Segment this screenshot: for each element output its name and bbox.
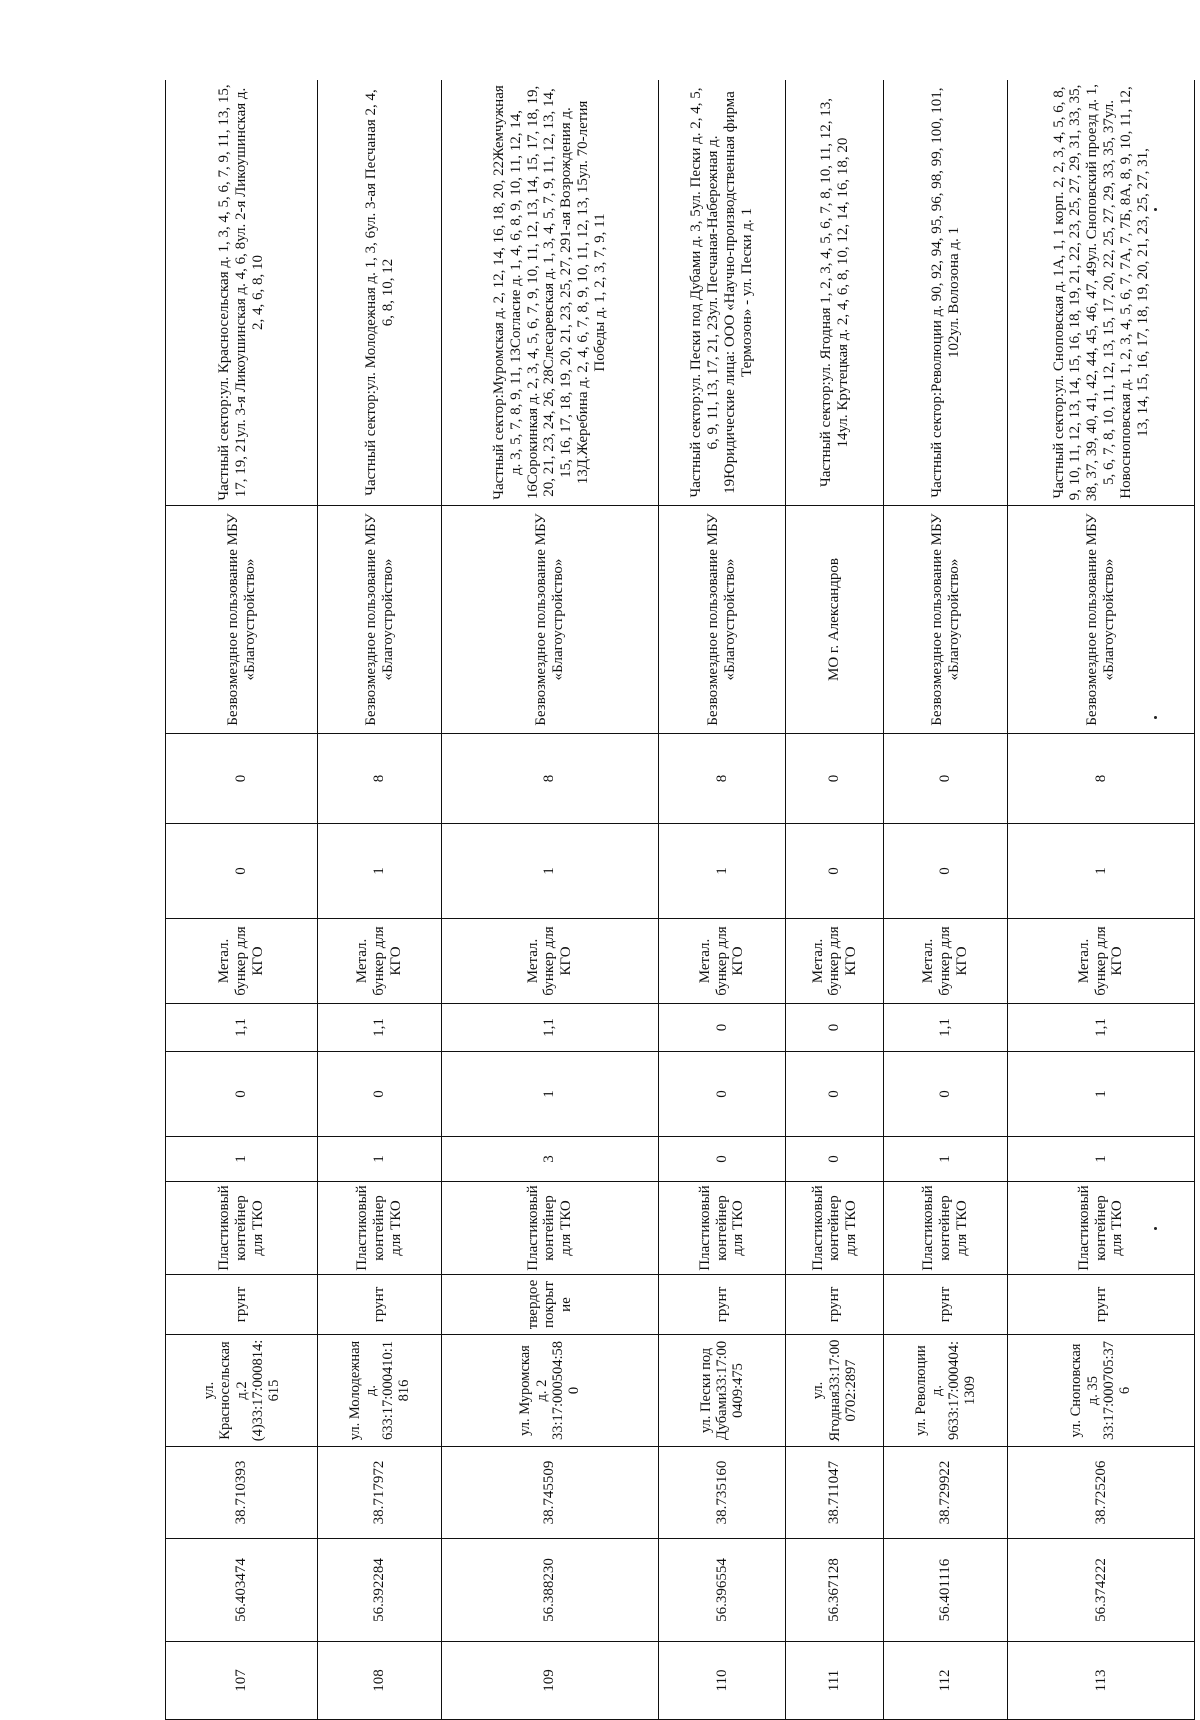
container-count-2-cell: 1	[442, 1052, 659, 1137]
bunker-count-cell: 0	[166, 824, 318, 919]
table-wrap	[165, 80, 1195, 1720]
latitude-cell: 56.392284	[318, 1539, 442, 1642]
row-number-cell: 107	[166, 1642, 318, 1720]
waste-sources-cell: Частный сектор:ул. Молодежная д. 1, 3, 6ул. 3-ая Песчаная 2, 4, 6, 8, 10, 12	[318, 80, 442, 506]
container-count-cell: 1	[318, 1137, 442, 1182]
latitude-cell: 56.367128	[786, 1539, 884, 1642]
site-owner-cell: Безвозмездное пользование МБУ «Благоустройство»	[884, 506, 1008, 734]
table-row	[166, 80, 318, 1720]
container-volume-cell: 0	[786, 1004, 884, 1052]
waste-sources-cell: Частный сектор:Революции д. 90, 92, 94, 95, 96, 98, 99, 100, 101, 102ул. Волозона д. 1	[884, 80, 1008, 506]
longitude-cell: 38.711047	[786, 1447, 884, 1539]
row-number-cell: 109	[442, 1642, 659, 1720]
bunker-volume-cell: 8	[442, 734, 659, 824]
container-count-2-cell: 0	[786, 1052, 884, 1137]
container-count-cell: 3	[442, 1137, 659, 1182]
table-row	[442, 80, 659, 1720]
bunker-type-cell: Метал. бункер для КГО	[786, 919, 884, 1004]
container-volume-cell: 0	[658, 1004, 786, 1052]
bunker-count-cell: 1	[658, 824, 786, 919]
site-address-cell: ул. Молодежная д. 633:17:000410:1816	[318, 1335, 442, 1447]
container-type-cell: Пластиковый контейнер для ТКО	[166, 1182, 318, 1275]
latitude-cell: 56.374222	[1007, 1539, 1194, 1642]
site-owner-cell: Безвозмездное пользование МБУ «Благоустройство»	[166, 506, 318, 734]
bunker-count-cell: 0	[786, 824, 884, 919]
surface-type-cell: грунт	[658, 1275, 786, 1335]
container-count-cell: 1	[884, 1137, 1008, 1182]
site-address-cell: ул. Сноповская д. 35 33:17:000705:376	[1007, 1335, 1194, 1447]
latitude-cell: 56.388230	[442, 1539, 659, 1642]
bunker-volume-cell: 0	[786, 734, 884, 824]
bunker-volume-cell: 8	[1007, 734, 1194, 824]
container-count-2-cell: 0	[884, 1052, 1008, 1137]
surface-type-cell: грунт	[1007, 1275, 1194, 1335]
row-number-cell: 111	[786, 1642, 884, 1720]
table-row	[658, 80, 786, 1720]
table-row	[884, 80, 1008, 1720]
container-volume-cell: 1,1	[166, 1004, 318, 1052]
container-count-cell: 0	[658, 1137, 786, 1182]
surface-type-cell: грунт	[884, 1275, 1008, 1335]
container-type-cell: Пластиковый контейнер для ТКО	[318, 1182, 442, 1275]
longitude-cell: 38.717972	[318, 1447, 442, 1539]
surface-type-cell: грунт	[318, 1275, 442, 1335]
site-address-cell: ул. Красносельская д.2 (4)33:17:000814:615	[166, 1335, 318, 1447]
bunker-type-cell: Метал. бункер для КГО	[442, 919, 659, 1004]
longitude-cell: 38.729922	[884, 1447, 1008, 1539]
bunker-type-cell: Метал. бункер для КГО	[884, 919, 1008, 1004]
site-owner-cell: МО г. Александров	[786, 506, 884, 734]
container-count-cell: 1	[166, 1137, 318, 1182]
container-type-cell: Пластиковый контейнер для ТКО	[1007, 1182, 1194, 1275]
waste-sources-cell: Частный сектор:ул. Пески под Дубами д. 3, 5ул. Пески д. 2, 4, 5, 6, 9, 11, 13, 17, 21, 23ул. Песчаная-Набережная д. 19Юридические лица: ООО «Научно-производственная фирма Термозон» - ул. Пески д. 1	[658, 80, 786, 506]
row-number-cell: 110	[658, 1642, 786, 1720]
site-address-cell: ул. Революции д. 9633:17:000404:1309	[884, 1335, 1008, 1447]
container-count-2-cell: 0	[166, 1052, 318, 1137]
container-type-cell: Пластиковый контейнер для ТКО	[884, 1182, 1008, 1275]
container-count-2-cell: 0	[318, 1052, 442, 1137]
container-type-cell: Пластиковый контейнер для ТКО	[658, 1182, 786, 1275]
rotated-table-frame	[165, 80, 1195, 1720]
site-owner-cell: Безвозмездное пользование МБУ «Благоустройство»	[1007, 506, 1194, 734]
waste-sources-cell: Частный сектор:ул. Ягодная 1, 2, 3, 4, 5, 6, 7, 8, 10, 11, 12, 13, 14ул. Крутецкая д. 2, 4, 6, 8, 10, 12, 14, 16, 18, 20	[786, 80, 884, 506]
bunker-count-cell: 0	[884, 824, 1008, 919]
bunker-type-cell: Метал. бункер для КГО	[1007, 919, 1194, 1004]
site-owner-cell: Безвозмездное пользование МБУ «Благоустройство»	[658, 506, 786, 734]
bunker-volume-cell: 0	[166, 734, 318, 824]
bunker-type-cell: Метал. бункер для КГО	[166, 919, 318, 1004]
latitude-cell: 56.401116	[884, 1539, 1008, 1642]
longitude-cell: 38.745509	[442, 1447, 659, 1539]
table-row	[786, 80, 884, 1720]
surface-type-cell: грунт	[786, 1275, 884, 1335]
longitude-cell: 38.710393	[166, 1447, 318, 1539]
row-number-cell: 108	[318, 1642, 442, 1720]
row-number-cell: 113	[1007, 1642, 1194, 1720]
bunker-volume-cell: 8	[318, 734, 442, 824]
site-address-cell: ул. Ягодная33:17:000702:2897	[786, 1335, 884, 1447]
longitude-cell: 38.735160	[658, 1447, 786, 1539]
container-volume-cell: 1,1	[442, 1004, 659, 1052]
latitude-cell: 56.403474	[166, 1539, 318, 1642]
site-owner-cell: Безвозмездное пользование МБУ «Благоустройство»	[442, 506, 659, 734]
container-count-2-cell: 0	[658, 1052, 786, 1137]
table-row	[1007, 80, 1194, 1720]
site-owner-cell: Безвозмездное пользование МБУ «Благоустройство»	[318, 506, 442, 734]
bunker-volume-cell: 0	[884, 734, 1008, 824]
bunker-count-cell: 1	[318, 824, 442, 919]
container-volume-cell: 1,1	[318, 1004, 442, 1052]
latitude-cell: 56.396554	[658, 1539, 786, 1642]
bunker-type-cell: Метал. бункер для КГО	[318, 919, 442, 1004]
container-count-2-cell: 1	[1007, 1052, 1194, 1137]
longitude-cell: 38.725206	[1007, 1447, 1194, 1539]
bunker-count-cell: 1	[442, 824, 659, 919]
site-address-cell: ул. Муромская д. 2 33:17:000504:580	[442, 1335, 659, 1447]
container-count-cell: 1	[1007, 1137, 1194, 1182]
surface-type-cell: твердое покрытие	[442, 1275, 659, 1335]
waste-sources-cell: Частный сектор:ул. Сноповская д. 1А, 1, 1 корп. 2, 2, 3, 4, 5, 6, 8, 9, 10, 11, 12, 13, 14, 15, 16, 18, 19, 21, 22, 23, 25, 27, 29, 31, 33, 35, 38, 37, 39, 40, 41, 42, 44, 45, 46, 47, 49ул. Сноповский проезд д. 1, 5, 6, 7, 8, 10, 11, 12, 13, 15, 17, 20, 22, 25, 27, 29, 33, 35, 37ул. Новосноповская д. 1, 2, 3, 4, 5, 6, 7, 7А, 7, 7Б, 8А, 8, 9, 10, 11, 12, 13, 14, 15, 16, 17, 18, 19, 20, 21, 23, 25, 27, 31,	[1007, 80, 1194, 506]
waste-sources-cell: Частный сектор:ул. Красносельская д. 1, 3, 4, 5, 6, 7, 9, 11, 13, 15, 17, 19, 21ул. 3-я Ликоушинская д. 4, 6, 8ул. 2-я Ликоушинская д. 2, 4, 6, 8, 10	[166, 80, 318, 506]
container-volume-cell: 1,1	[1007, 1004, 1194, 1052]
container-type-cell: Пластиковый контейнер для ТКО	[442, 1182, 659, 1275]
container-volume-cell: 1,1	[884, 1004, 1008, 1052]
container-count-cell: 0	[786, 1137, 884, 1182]
waste-sources-cell: Частный сектор:Муромская д. 2, 12, 14, 16, 18, 20, 22Жемчужная д. 3, 5, 7, 8, 9, 11, 13Согласие д. 1, 4, 6, 8, 9, 10, 11, 12, 14, 16Сорокинкая д. 2, 3, 4, 5, 6, 7, 9, 10, 11, 12, 13, 14, 15, 17, 18, 19, 20, 21, 23, 24, 26, 28Слесаревская д. 1, 3, 4, 5, 7, 9, 11, 12, 13, 14, 15, 16, 17, 18, 19, 20, 21, 23, 25, 27, 291-ая Возрождения д. 13Д.Жеребина д. 2, 4, 6, 7, 8, 9, 10, 11, 12, 13, 15ул. 70-летия Победы д. 1, 2, 3, 7, 9, 11	[442, 80, 659, 506]
row-number-cell: 112	[884, 1642, 1008, 1720]
waste-sites-table	[165, 80, 1195, 1720]
bunker-type-cell: Метал. бункер для КГО	[658, 919, 786, 1004]
bunker-count-cell: 1	[1007, 824, 1194, 919]
bunker-volume-cell: 8	[658, 734, 786, 824]
table-row	[318, 80, 442, 1720]
surface-type-cell: грунт	[166, 1275, 318, 1335]
container-type-cell: Пластиковый контейнер для ТКО	[786, 1182, 884, 1275]
site-address-cell: ул. Пески под Дубами33:17:000409:475	[658, 1335, 786, 1447]
